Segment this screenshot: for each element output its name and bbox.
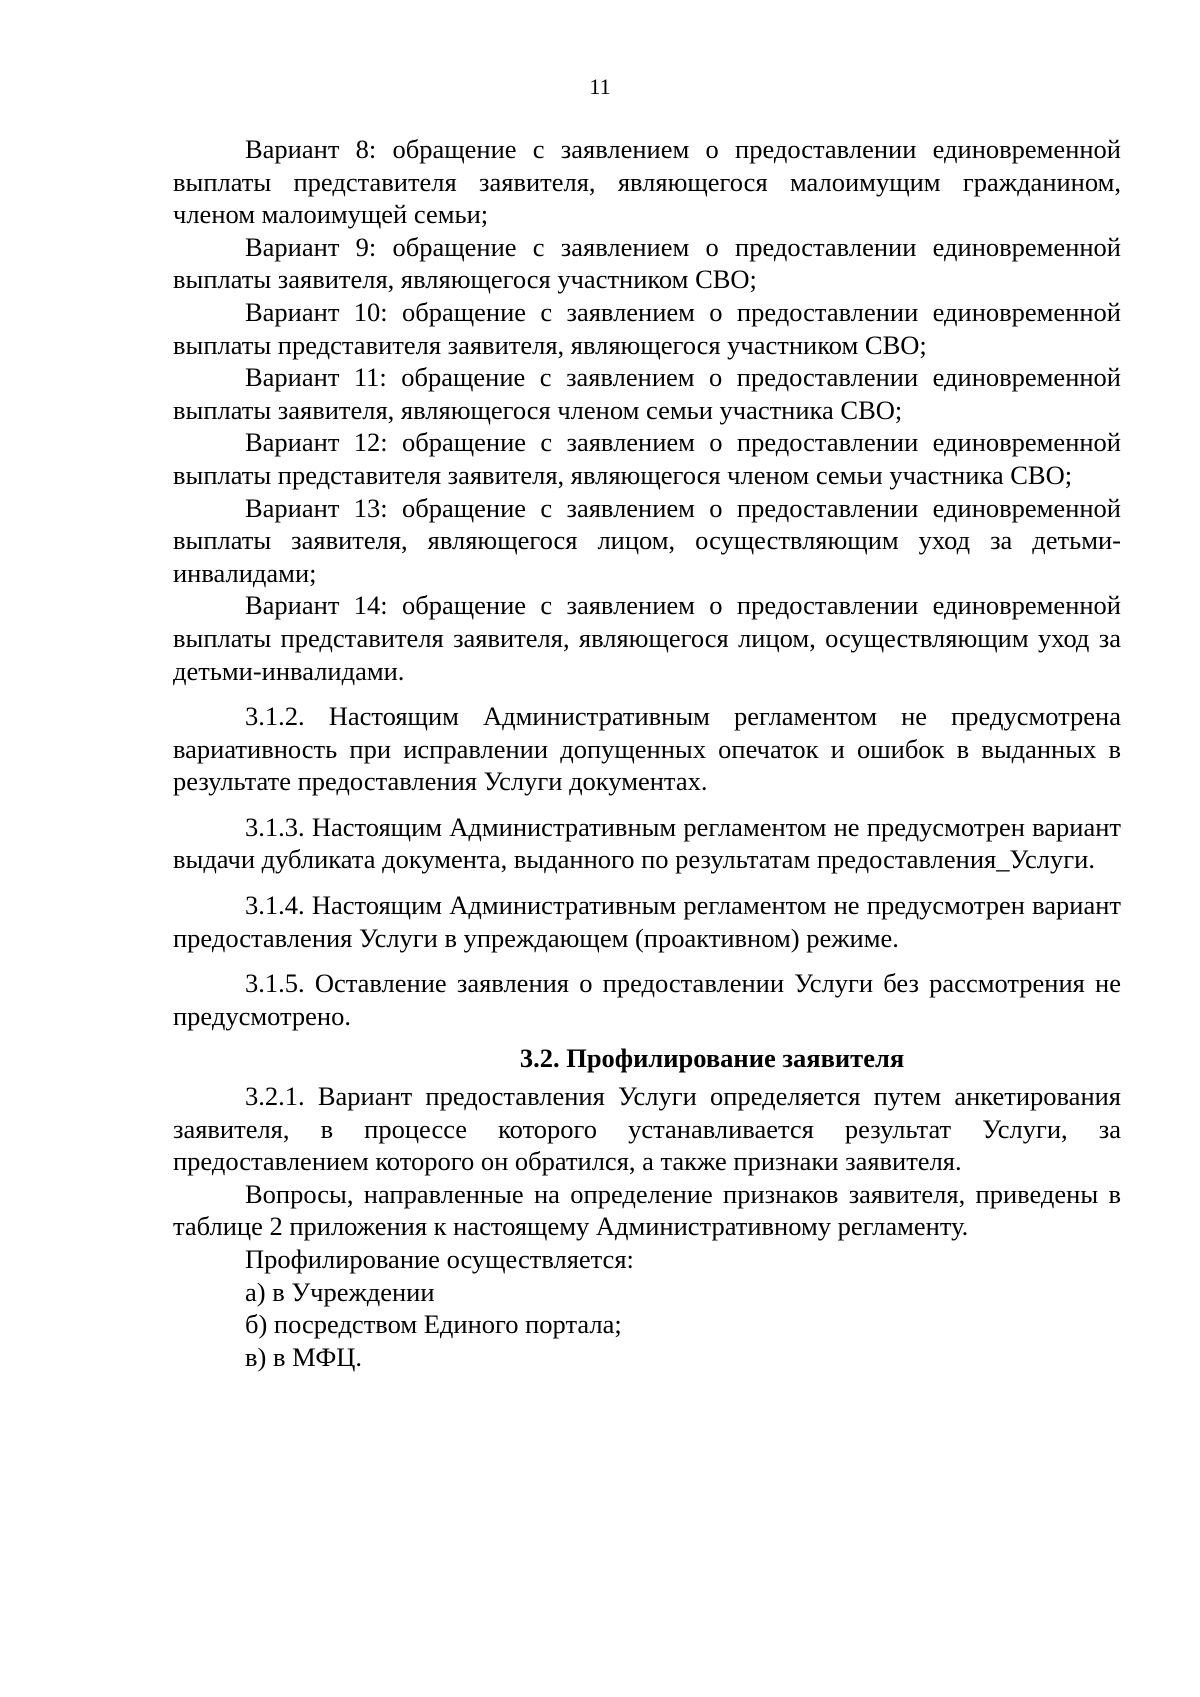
variant-9-paragraph: Вариант 9: обращение с заявлением о предоставлении единовременной выплаты заявителя, являющегося участником СВО;	[173, 231, 1121, 295]
list-item: в) в МФЦ.	[245, 1341, 363, 1372]
section-heading: 3.2. Профилирование заявителя	[519, 1043, 905, 1074]
list-item: б) посредством Единого портала;	[245, 1309, 622, 1340]
variant-11-paragraph: Вариант 11: обращение с заявлением о предоставлении единовременной выплаты заявителя, являющегося членом семьи участника СВО;	[173, 362, 1121, 425]
variant-8-paragraph: Вариант 8: обращение с заявлением о предоставлении единовременной выплаты представителя заявителя, являющегося малоимущим гражданином, членом малоимущей семьи;	[173, 134, 1121, 230]
variant-14-paragraph: Вариант 14: обращение с заявлением о предоставлении единовременной выплаты представителя заявителя, являющегося лицом, осуществляющим уход за детьми-инвалидами.	[173, 590, 1121, 686]
clause-3-1-3: 3.1.3. Настоящим Административным регламентом не предусмотрен вариант выдачи дубликата документа, выданного по результатам предоставления_Услуги.	[173, 811, 1121, 875]
variant-10-paragraph: Вариант 10: обращение с заявлением о предоставлении единовременной выплаты представителя заявителя, являющегося участником СВО;	[173, 296, 1121, 360]
clause-3-1-4: 3.1.4. Настоящим Административным регламентом не предусмотрен вариант предоставления Услуги в упреждающем (проактивном) режиме.	[173, 890, 1121, 953]
variant-13-paragraph: Вариант 13: обращение с заявлением о предоставлении единовременной выплаты заявителя, являющегося лицом, осуществляющим уход за детьми-инвалидами;	[173, 492, 1121, 588]
profiling-intro: Профилирование осуществляется:	[245, 1244, 634, 1274]
variant-12-paragraph: Вариант 12: обращение с заявлением о предоставлении единовременной выплаты представителя заявителя, являющегося членом семьи участника СВО;	[173, 427, 1121, 490]
document-body	[173, 133, 1121, 1373]
list-item: а) в Учреждении	[245, 1276, 435, 1307]
clause-3-1-5: 3.1.5. Оставление заявления о предоставлении Услуги без рассмотрения не предусмотрено.	[173, 968, 1121, 1031]
page-number: 11	[589, 74, 611, 99]
questions-paragraph: Вопросы, направленные на определение признаков заявителя, приведены в таблице 2 приложения к настоящему Административному регламенту.	[173, 1178, 1121, 1242]
clause-3-1-2: 3.1.2. Настоящим Административным регламентом не предусмотрена вариативность при исправлении допущенных опечаток и ошибок в выданных в результате предоставления Услуги документах.	[173, 701, 1121, 797]
clause-3-2-1: 3.2.1. Вариант предоставления Услуги определяется путем анкетирования заявителя, в процессе которого устанавливается результат Услуги, за предоставлением которого он обратился, а также признаки заявителя.	[173, 1081, 1121, 1177]
